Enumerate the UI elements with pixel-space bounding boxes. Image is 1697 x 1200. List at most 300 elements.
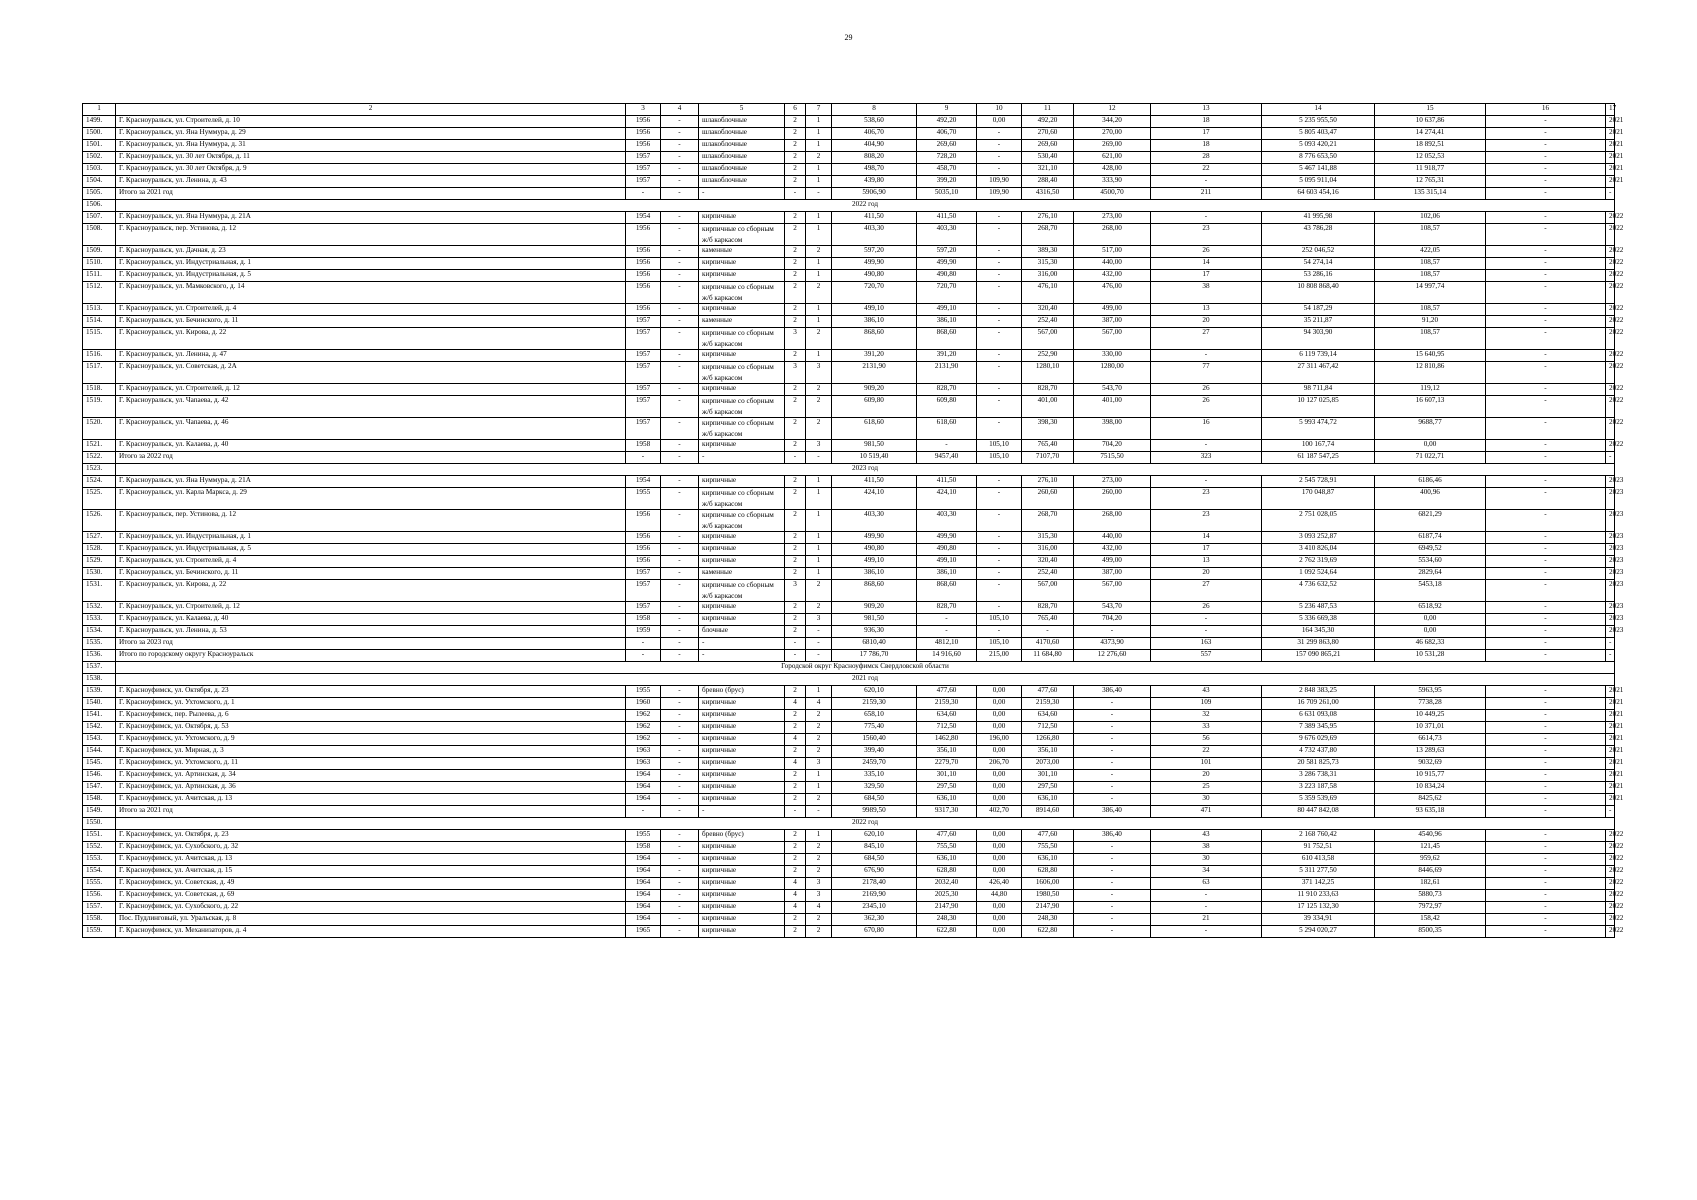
header-cell-total-area: 8 <box>832 104 917 116</box>
table-row <box>83 650 1615 662</box>
cell-cost: 64 603 454,16 <box>1262 188 1375 200</box>
cell-total-area: 868,60 <box>832 580 917 602</box>
cell-row-number: 1532. <box>83 602 116 614</box>
cell-row-number: 1530. <box>83 568 116 580</box>
cell-total-area: 597,20 <box>832 246 917 258</box>
cell-col-10: - <box>977 476 1022 488</box>
cell-col-11: 248,30 <box>1022 914 1074 926</box>
cell-living-area: 492,20 <box>917 116 977 128</box>
cell-wall-material: кирпичные <box>699 890 785 902</box>
header-row <box>83 104 1615 116</box>
cell-cost-per-sqm: 71 022,71 <box>1375 452 1486 464</box>
section-row <box>83 200 1615 212</box>
cell-col-4: - <box>661 152 699 164</box>
cell-living-area: 403,30 <box>917 224 977 246</box>
cell-year-planned: 2023 <box>1606 476 1615 488</box>
cell-address: Г. Красноуфимск, ул. Механизаторов, д. 4 <box>116 926 626 938</box>
section-row <box>83 464 1615 476</box>
cell-col-10: 105,10 <box>977 452 1022 464</box>
cell-cost: 5 993 474,72 <box>1262 418 1375 440</box>
header-cell-col-11: 11 <box>1022 104 1074 116</box>
cell-floors: 2 <box>785 128 806 140</box>
cell-cost: 6 119 739,14 <box>1262 350 1375 362</box>
cell-living-area: 406,70 <box>917 128 977 140</box>
cell-col-4: - <box>661 270 699 282</box>
cell-entrances: 4 <box>806 698 832 710</box>
cell-row-number: 1510. <box>83 258 116 270</box>
cell-total-area: 845,10 <box>832 842 917 854</box>
cell-col-4: - <box>661 902 699 914</box>
cell-address: Г. Красноуральск, пер. Устинова, д. 12 <box>116 224 626 246</box>
cell-row-number: 1528. <box>83 544 116 556</box>
cell-year-built: 1964 <box>626 770 661 782</box>
cell-entrances: 2 <box>806 734 832 746</box>
cell-address: Г. Красноуральск, ул. Бечинского, д. 11 <box>116 316 626 328</box>
cell-cost-per-sqm: 10 834,24 <box>1375 782 1486 794</box>
cell-floors: 2 <box>785 396 806 418</box>
cell-wall-material: кирпичные со сборным ж/б каркасом <box>699 418 785 440</box>
cell-col-11: 636,10 <box>1022 794 1074 806</box>
cell-year-planned: 2022 <box>1606 866 1615 878</box>
cell-col-10: - <box>977 304 1022 316</box>
table-row <box>83 510 1615 532</box>
cell-col-12: 268,00 <box>1074 510 1151 532</box>
cell-col-12: 12 276,60 <box>1074 650 1151 662</box>
cell-residents: - <box>1151 476 1262 488</box>
cell-address: Г. Красноуральск, ул. Мамковского, д. 14 <box>116 282 626 304</box>
cell-wall-material: каменные <box>699 316 785 328</box>
cell-entrances: 2 <box>806 794 832 806</box>
cell-residents: 18 <box>1151 140 1262 152</box>
cell-entrances: 1 <box>806 556 832 568</box>
cell-address: Г. Красноуральск, ул. Яна Нуммура, д. 31 <box>116 140 626 152</box>
cell-cost: 2 848 383,25 <box>1262 686 1375 698</box>
cell-year-built: 1957 <box>626 602 661 614</box>
cell-residents: 43 <box>1151 686 1262 698</box>
cell-floors: 2 <box>785 418 806 440</box>
cell-row-number: 1506. <box>83 200 116 212</box>
cell-cost-per-sqm: 7738,28 <box>1375 698 1486 710</box>
cell-col-10: 105,10 <box>977 638 1022 650</box>
cell-col-16: - <box>1486 246 1606 258</box>
cell-col-11: 4316,50 <box>1022 188 1074 200</box>
cell-col-10: 215,00 <box>977 650 1022 662</box>
cell-living-area: 499,10 <box>917 304 977 316</box>
cell-year-built: - <box>626 650 661 662</box>
cell-entrances: 1 <box>806 782 832 794</box>
cell-col-11: 401,00 <box>1022 396 1074 418</box>
cell-cost-per-sqm: 400,96 <box>1375 488 1486 510</box>
cell-row-number: 1503. <box>83 164 116 176</box>
cell-floors: 2 <box>785 224 806 246</box>
cell-address: Г. Красноуфимск, ул. Октября, д. 23 <box>116 686 626 698</box>
table-row <box>83 866 1615 878</box>
cell-col-11: 252,90 <box>1022 350 1074 362</box>
cell-floors: 2 <box>785 842 806 854</box>
cell-living-area: 868,60 <box>917 328 977 350</box>
cell-col-12: 4373,90 <box>1074 638 1151 650</box>
cell-col-16: - <box>1486 532 1606 544</box>
cell-total-area: 6810,40 <box>832 638 917 650</box>
cell-cost-per-sqm: 9688,77 <box>1375 418 1486 440</box>
cell-col-4: - <box>661 698 699 710</box>
cell-living-area: 2032,40 <box>917 878 977 890</box>
table-row <box>83 476 1615 488</box>
cell-residents: 20 <box>1151 316 1262 328</box>
cell-cost-per-sqm: 13 289,63 <box>1375 746 1486 758</box>
cell-cost-per-sqm: 11 918,77 <box>1375 164 1486 176</box>
cell-wall-material: кирпичные со сборным ж/б каркасом <box>699 224 785 246</box>
cell-col-10: - <box>977 140 1022 152</box>
cell-col-16: - <box>1486 362 1606 384</box>
cell-cost: 91 752,51 <box>1262 842 1375 854</box>
cell-col-16: - <box>1486 270 1606 282</box>
cell-total-area: 499,90 <box>832 532 917 544</box>
cell-year-planned: 2022 <box>1606 854 1615 866</box>
cell-address: Г. Красноуфимск, ул. Ачитская, д. 13 <box>116 854 626 866</box>
cell-col-16: - <box>1486 128 1606 140</box>
header-cell-wall-material: 5 <box>699 104 785 116</box>
cell-col-12: - <box>1074 914 1151 926</box>
cell-wall-material: - <box>699 650 785 662</box>
cell-cost-per-sqm: 8425,62 <box>1375 794 1486 806</box>
cell-col-11: 316,00 <box>1022 544 1074 556</box>
cell-year-planned: - <box>1606 452 1615 464</box>
cell-address: Г. Красноуфимск, ул. Ухтомского, д. 9 <box>116 734 626 746</box>
cell-cost: 2 762 319,69 <box>1262 556 1375 568</box>
cell-living-area: 828,70 <box>917 602 977 614</box>
cell-floors: 2 <box>785 926 806 938</box>
cell-cost-per-sqm: 121,45 <box>1375 842 1486 854</box>
cell-col-12: 268,00 <box>1074 224 1151 246</box>
cell-residents: 33 <box>1151 722 1262 734</box>
cell-col-11: 252,40 <box>1022 316 1074 328</box>
cell-entrances: - <box>806 626 832 638</box>
cell-col-10: - <box>977 602 1022 614</box>
cell-living-area: 2279,70 <box>917 758 977 770</box>
cell-col-4: - <box>661 282 699 304</box>
cell-wall-material: шлакоблочные <box>699 176 785 188</box>
cell-col-4: - <box>661 926 699 938</box>
cell-address: Г. Красноуральск, ул. Бечинского, д. 11 <box>116 568 626 580</box>
cell-col-10: - <box>977 224 1022 246</box>
cell-floors: 2 <box>785 532 806 544</box>
cell-col-16: - <box>1486 902 1606 914</box>
cell-col-11: 321,10 <box>1022 164 1074 176</box>
cell-row-number: 1538. <box>83 674 116 686</box>
cell-wall-material: кирпичные со сборным ж/б каркасом <box>699 580 785 602</box>
cell-floors: 4 <box>785 698 806 710</box>
cell-address: Г. Красноуфимск, ул. Ачитская, д. 15 <box>116 866 626 878</box>
table-row <box>83 140 1615 152</box>
cell-cost: 53 286,16 <box>1262 270 1375 282</box>
cell-col-10: 426,40 <box>977 878 1022 890</box>
cell-address: Г. Красноуральск, ул. Строителей, д. 12 <box>116 602 626 614</box>
cell-cost-per-sqm: 14 997,74 <box>1375 282 1486 304</box>
cell-col-12: 273,00 <box>1074 212 1151 224</box>
cell-wall-material: - <box>699 638 785 650</box>
cell-col-10: 105,10 <box>977 614 1022 626</box>
cell-year-planned: 2022 <box>1606 440 1615 452</box>
table-row <box>83 698 1615 710</box>
table-row <box>83 452 1615 464</box>
cell-col-12: 567,00 <box>1074 328 1151 350</box>
table-row <box>83 176 1615 188</box>
table-row <box>83 878 1615 890</box>
table-row <box>83 362 1615 384</box>
table-row <box>83 770 1615 782</box>
cell-entrances: 1 <box>806 350 832 362</box>
cell-year-built: 1957 <box>626 568 661 580</box>
cell-year-built: 1956 <box>626 224 661 246</box>
cell-address: Г. Красноуральск, ул. Яна Нуммура, д. 21А <box>116 212 626 224</box>
cell-year-planned: 2022 <box>1606 246 1615 258</box>
cell-total-area: 499,90 <box>832 258 917 270</box>
cell-address: Г. Красноуфимск, ул. Артинская, д. 34 <box>116 770 626 782</box>
cell-entrances: 1 <box>806 532 832 544</box>
cell-living-area: 386,10 <box>917 316 977 328</box>
cell-col-11: 828,70 <box>1022 384 1074 396</box>
cell-total-area: 498,70 <box>832 164 917 176</box>
cell-col-10: - <box>977 568 1022 580</box>
cell-row-number: 1499. <box>83 116 116 128</box>
cell-wall-material: кирпичные <box>699 614 785 626</box>
cell-total-area: 936,30 <box>832 626 917 638</box>
cell-living-area: 636,10 <box>917 854 977 866</box>
cell-col-10: 0,00 <box>977 842 1022 854</box>
cell-row-number: 1511. <box>83 270 116 282</box>
cell-col-4: - <box>661 890 699 902</box>
cell-address: Г. Красноуральск, ул. Калаева, д. 40 <box>116 440 626 452</box>
cell-wall-material: кирпичные <box>699 556 785 568</box>
cell-col-12: - <box>1074 698 1151 710</box>
cell-row-number: 1534. <box>83 626 116 638</box>
cell-year-built: 1958 <box>626 614 661 626</box>
cell-residents: 23 <box>1151 224 1262 246</box>
cell-cost-per-sqm: 8500,35 <box>1375 926 1486 938</box>
cell-living-area: - <box>917 614 977 626</box>
cell-col-10: 206,70 <box>977 758 1022 770</box>
cell-residents: 22 <box>1151 746 1262 758</box>
cell-address: Г. Красноуральск, ул. Дачная, д. 23 <box>116 246 626 258</box>
cell-cost: 371 142,25 <box>1262 878 1375 890</box>
cell-wall-material: кирпичные <box>699 698 785 710</box>
cell-year-built: 1962 <box>626 734 661 746</box>
cell-year-built: 1960 <box>626 698 661 710</box>
cell-wall-material: кирпичные <box>699 842 785 854</box>
cell-floors: 4 <box>785 890 806 902</box>
cell-living-area: 636,10 <box>917 794 977 806</box>
cell-address: Г. Красноуральск, ул. Индустриальная, д. 5 <box>116 270 626 282</box>
cell-col-4: - <box>661 842 699 854</box>
cell-address: Г. Красноуфимск, ул. Октября, д. 53 <box>116 722 626 734</box>
cell-cost-per-sqm: 91,20 <box>1375 316 1486 328</box>
cell-total-area: 684,50 <box>832 854 917 866</box>
cell-residents: 28 <box>1151 152 1262 164</box>
cell-col-4: - <box>661 746 699 758</box>
cell-wall-material: блочные <box>699 626 785 638</box>
cell-floors: 2 <box>785 246 806 258</box>
cell-cost: 7 389 345,95 <box>1262 722 1375 734</box>
cell-cost-per-sqm: 6949,52 <box>1375 544 1486 556</box>
cell-col-10: 0,00 <box>977 770 1022 782</box>
cell-address: Г. Красноуфимск, ул. Ачитская, д. 13 <box>116 794 626 806</box>
table-row <box>83 258 1615 270</box>
cell-col-12: - <box>1074 926 1151 938</box>
cell-year-built: - <box>626 638 661 650</box>
cell-year-built: 1962 <box>626 710 661 722</box>
cell-living-area: 2159,30 <box>917 698 977 710</box>
cell-living-area: 301,10 <box>917 770 977 782</box>
cell-total-area: 2159,30 <box>832 698 917 710</box>
cell-year-built: 1956 <box>626 544 661 556</box>
section-row <box>83 662 1615 674</box>
cell-col-11: 297,50 <box>1022 782 1074 794</box>
cell-col-16: - <box>1486 926 1606 938</box>
cell-floors: 2 <box>785 440 806 452</box>
cell-total-area: 808,20 <box>832 152 917 164</box>
cell-row-number: 1502. <box>83 152 116 164</box>
cell-wall-material: кирпичные <box>699 212 785 224</box>
cell-total-area: 909,20 <box>832 602 917 614</box>
cell-total-area: 499,10 <box>832 556 917 568</box>
table-row <box>83 806 1615 818</box>
cell-year-planned: 2022 <box>1606 830 1615 842</box>
cell-year-planned: 2022 <box>1606 282 1615 304</box>
cell-col-10: - <box>977 270 1022 282</box>
cell-row-number: 1550. <box>83 818 116 830</box>
cell-address: Г. Красноуральск, ул. Яна Нуммура, д. 29 <box>116 128 626 140</box>
cell-col-10: 0,00 <box>977 914 1022 926</box>
cell-total-area: 391,20 <box>832 350 917 362</box>
cell-residents: 38 <box>1151 282 1262 304</box>
cell-col-12: - <box>1074 758 1151 770</box>
cell-year-planned: 2023 <box>1606 602 1615 614</box>
cell-col-11: 567,00 <box>1022 580 1074 602</box>
cell-year-built: 1956 <box>626 270 661 282</box>
cell-year-planned: 2022 <box>1606 878 1615 890</box>
cell-col-10: 44,80 <box>977 890 1022 902</box>
cell-living-area: 868,60 <box>917 580 977 602</box>
cell-col-10: - <box>977 488 1022 510</box>
cell-col-11: 636,10 <box>1022 854 1074 866</box>
cell-wall-material: кирпичные <box>699 854 785 866</box>
cell-row-number: 1557. <box>83 902 116 914</box>
cell-year-built: 1964 <box>626 902 661 914</box>
cell-entrances: 3 <box>806 614 832 626</box>
header-cell-year-built: 3 <box>626 104 661 116</box>
cell-col-11: 8914,60 <box>1022 806 1074 818</box>
cell-col-11: 765,40 <box>1022 440 1074 452</box>
cell-cost-per-sqm: 10 531,28 <box>1375 650 1486 662</box>
cell-living-area: 386,10 <box>917 568 977 580</box>
cell-col-10: 105,10 <box>977 440 1022 452</box>
cell-residents: 26 <box>1151 384 1262 396</box>
cell-year-built: 1964 <box>626 782 661 794</box>
cell-col-11: 828,70 <box>1022 602 1074 614</box>
table-row <box>83 532 1615 544</box>
cell-total-area: 439,80 <box>832 176 917 188</box>
cell-col-11: 492,20 <box>1022 116 1074 128</box>
cell-col-10: 0,00 <box>977 710 1022 722</box>
cell-cost-per-sqm: 6186,46 <box>1375 476 1486 488</box>
cell-year-planned: 2022 <box>1606 902 1615 914</box>
cell-col-11: 567,00 <box>1022 328 1074 350</box>
cell-col-16: - <box>1486 176 1606 188</box>
cell-col-16: - <box>1486 304 1606 316</box>
cell-col-16: - <box>1486 614 1606 626</box>
cell-floors: 2 <box>785 686 806 698</box>
cell-col-12: 333,90 <box>1074 176 1151 188</box>
cell-col-12: 270,00 <box>1074 128 1151 140</box>
cell-total-area: 424,10 <box>832 488 917 510</box>
cell-col-16: - <box>1486 452 1606 464</box>
cell-col-4: - <box>661 188 699 200</box>
cell-year-planned: 2022 <box>1606 224 1615 246</box>
cell-residents: 27 <box>1151 328 1262 350</box>
cell-col-11: 268,70 <box>1022 224 1074 246</box>
cell-total-area: 362,30 <box>832 914 917 926</box>
cell-col-4: - <box>661 396 699 418</box>
cell-entrances: 2 <box>806 926 832 938</box>
cell-row-number: 1509. <box>83 246 116 258</box>
cell-year-planned: 2023 <box>1606 556 1615 568</box>
cell-col-12: 499,00 <box>1074 304 1151 316</box>
cell-row-number: 1524. <box>83 476 116 488</box>
cell-col-4: - <box>661 710 699 722</box>
cell-cost: 54 187,29 <box>1262 304 1375 316</box>
cell-cost: 4 736 632,52 <box>1262 580 1375 602</box>
table-row <box>83 830 1615 842</box>
table-row <box>83 556 1615 568</box>
cell-cost: 61 187 547,25 <box>1262 452 1375 464</box>
cell-col-16: - <box>1486 758 1606 770</box>
cell-cost: 100 167,74 <box>1262 440 1375 452</box>
cell-col-4: - <box>661 316 699 328</box>
cell-year-planned: 2022 <box>1606 890 1615 902</box>
table-row <box>83 614 1615 626</box>
cell-row-number: 1543. <box>83 734 116 746</box>
cell-row-number: 1556. <box>83 890 116 902</box>
cell-residents: 56 <box>1151 734 1262 746</box>
cell-address: Г. Красноуфимск, ул. Мирная, д. 3 <box>116 746 626 758</box>
header-cell-cost: 14 <box>1262 104 1375 116</box>
page-number: 29 <box>844 33 853 42</box>
cell-col-16: - <box>1486 794 1606 806</box>
cell-cost: 31 299 863,80 <box>1262 638 1375 650</box>
cell-cost: 16 709 261,00 <box>1262 698 1375 710</box>
cell-address: Г. Красноуральск, ул. Строителей, д. 10 <box>116 116 626 128</box>
cell-wall-material: кирпичные <box>699 794 785 806</box>
table-row <box>83 626 1615 638</box>
cell-total-area: 2345,10 <box>832 902 917 914</box>
cell-col-4: - <box>661 914 699 926</box>
cell-row-number: 1508. <box>83 224 116 246</box>
cell-living-area: 597,20 <box>917 246 977 258</box>
cell-row-number: 1540. <box>83 698 116 710</box>
cell-col-11: 398,30 <box>1022 418 1074 440</box>
cell-cost: 5 294 020,27 <box>1262 926 1375 938</box>
cell-cost-per-sqm: 0,00 <box>1375 614 1486 626</box>
cell-total-area: 5906,90 <box>832 188 917 200</box>
cell-row-number: 1531. <box>83 580 116 602</box>
cell-wall-material: бревно (брус) <box>699 686 785 698</box>
cell-row-number: 1542. <box>83 722 116 734</box>
cell-floors: 2 <box>785 568 806 580</box>
cell-address: Г. Красноуральск, ул. Чапаева, д. 42 <box>116 396 626 418</box>
cell-total-area: 609,80 <box>832 396 917 418</box>
cell-floors: 2 <box>785 602 806 614</box>
